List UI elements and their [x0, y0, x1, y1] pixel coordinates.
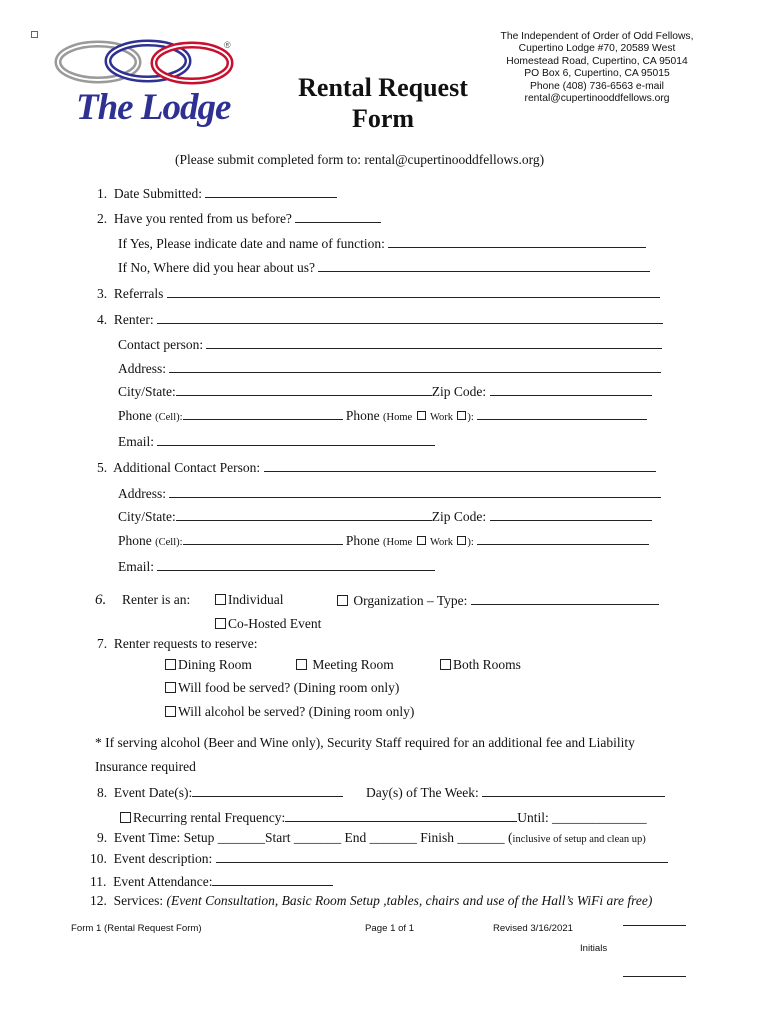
title-line-1: Rental Request — [298, 73, 468, 102]
field-label: Work — [429, 537, 454, 548]
field-label: (Cell): — [155, 537, 183, 548]
q1-date-submitted — [97, 185, 337, 202]
page-number: Page 1 of 1 — [365, 923, 415, 934]
item-number: 5. — [97, 460, 108, 475]
work-checkbox[interactable] — [457, 536, 466, 545]
q4-renter — [97, 311, 663, 328]
field-label: Email: — [118, 559, 154, 574]
renter-city-field[interactable] — [176, 383, 432, 396]
dining-room-option[interactable] — [165, 657, 252, 673]
field-label: Address: — [118, 486, 166, 501]
field-label: (Home — [383, 412, 413, 423]
recurring-checkbox[interactable] — [120, 812, 131, 823]
logo-text: The Lodge — [76, 87, 231, 128]
home-checkbox[interactable] — [417, 536, 426, 545]
field-label: ): — [467, 537, 474, 548]
q9-event-time — [97, 830, 646, 848]
option-label: Meeting Room — [312, 657, 394, 672]
rented-before-field[interactable] — [295, 210, 381, 223]
renter-address-field[interactable] — [169, 360, 661, 373]
item-number: 9. — [97, 830, 108, 845]
co-hosted-option[interactable] — [215, 616, 321, 632]
renter-field[interactable] — [157, 311, 663, 324]
q4-phones — [118, 407, 647, 426]
field-label: If No, Where did you hear about us? — [118, 260, 315, 275]
q8-event-dates — [97, 784, 677, 802]
q8-right — [366, 784, 665, 801]
field-label: If Yes, Please indicate date and name of function: — [118, 236, 385, 251]
option-label: Organization – Type: — [353, 593, 468, 608]
org-line: PO Box 6, Cupertino, CA 95015 — [524, 68, 670, 80]
field-label: Date Submitted: — [113, 186, 202, 201]
field-label: Event description: — [113, 851, 213, 866]
additional-contact-field[interactable] — [264, 459, 656, 472]
page-title — [283, 72, 483, 134]
item-number: 6. — [95, 592, 107, 608]
q5-email — [118, 558, 435, 575]
field-label: (Cell): — [155, 412, 183, 423]
q4-address — [118, 360, 661, 377]
q5-additional-contact — [97, 459, 656, 476]
q12-services — [90, 893, 652, 909]
organization-option[interactable] — [337, 592, 659, 609]
q5-city-zip — [118, 508, 652, 525]
field-label: Renter requests to reserve: — [113, 636, 258, 651]
event-description-field[interactable] — [216, 850, 668, 863]
field-label: Event Attendance: — [113, 874, 213, 889]
field-label: Phone — [118, 408, 152, 423]
org-line: Phone (408) 736-6563 e-mail — [530, 80, 664, 92]
organization-type-field[interactable] — [471, 592, 659, 605]
additional-cell-phone-field[interactable] — [183, 532, 343, 545]
field-label: ( — [508, 830, 513, 845]
org-line: rental@cupertinooddfellows.org — [524, 93, 670, 105]
field-label: Referrals — [113, 286, 164, 301]
org-line: The Independent of Order of Odd Fellows, — [500, 31, 694, 42]
meeting-room-option[interactable] — [296, 657, 394, 673]
three-links-icon — [52, 36, 242, 92]
meeting-room-checkbox[interactable] — [296, 659, 307, 670]
alcohol-option[interactable] — [165, 704, 414, 720]
alcohol-note-line-1: * If serving alcohol (Beer and Wine only), Security Staff required for an additional fee and Liability — [95, 735, 635, 750]
item-number: 7. — [97, 636, 108, 651]
work-checkbox[interactable] — [457, 411, 466, 420]
item-number: 12. — [90, 893, 107, 908]
q4-contact-person — [118, 336, 662, 353]
additional-other-phone-field[interactable] — [477, 532, 649, 545]
q8-left — [97, 784, 343, 801]
submit-note: (Please submit completed form to: rental@cupertinooddfellows.org) — [175, 152, 545, 167]
option-label: Both Rooms — [453, 657, 521, 672]
additional-zip-field[interactable] — [490, 508, 652, 521]
initials-line-bottom[interactable] — [623, 976, 686, 977]
option-label: Individual — [228, 592, 284, 607]
referrals-field[interactable] — [167, 285, 660, 298]
field-label: Work — [429, 412, 454, 423]
field-label: Phone — [345, 408, 380, 423]
initials-label: Initials — [580, 943, 608, 954]
field-label: Zip Code: — [431, 509, 487, 524]
dining-room-checkbox[interactable] — [165, 659, 176, 670]
food-checkbox[interactable] — [165, 682, 176, 693]
renter-cell-phone-field[interactable] — [183, 407, 343, 420]
field-label: (Home — [383, 537, 413, 548]
renter-zip-field[interactable] — [490, 383, 652, 396]
item-number: 3. — [97, 286, 108, 301]
org-line: Cupertino Lodge #70, 20589 West — [518, 43, 676, 55]
co-hosted-checkbox[interactable] — [215, 618, 226, 629]
home-checkbox[interactable] — [417, 411, 426, 420]
until-field[interactable]: Until: ______________ — [517, 810, 647, 825]
option-label: Dining Room — [178, 657, 252, 672]
event-time-fields[interactable]: Event Time: Setup _______Start _______ End _______ Finish _______ — [113, 830, 505, 845]
alcohol-note-line-2: Insurance required — [95, 759, 196, 774]
q6-renter-type — [95, 592, 675, 610]
additional-address-field[interactable] — [169, 485, 661, 498]
form-id: Form 1 (Rental Request Form) — [71, 923, 202, 934]
services-note: (Event Consultation, Basic Room Setup ,tables, chairs and use of the Hall’s WiFi are free) — [166, 893, 653, 908]
both-rooms-checkbox[interactable] — [440, 659, 451, 670]
field-label: Services: — [113, 893, 164, 908]
individual-option[interactable] — [215, 592, 284, 608]
option-label: Co-Hosted Event — [228, 616, 322, 631]
option-label: Recurring rental Frequency: — [133, 810, 286, 825]
individual-checkbox[interactable] — [215, 594, 226, 605]
previous-function-field[interactable] — [388, 235, 646, 248]
q2-if-yes — [118, 235, 646, 252]
item-number: 10. — [90, 851, 107, 866]
field-label: Zip Code: — [431, 384, 487, 399]
both-rooms-option[interactable] — [440, 657, 521, 673]
field-label: Have you rented from us before? — [113, 211, 292, 226]
field-label: Event Date(s): — [113, 785, 193, 800]
field-label: ): — [467, 412, 474, 423]
q2-rented-before — [97, 210, 381, 227]
org-line: Homestead Road, Cupertino, CA 95014 — [506, 55, 688, 67]
date-submitted-field[interactable] — [205, 185, 337, 198]
q10-description — [90, 850, 668, 867]
renter-other-phone-field[interactable] — [477, 407, 647, 420]
q5-address — [118, 485, 661, 502]
registered-mark: ® — [224, 40, 231, 50]
field-label: Email: — [118, 434, 154, 449]
item-number: 1. — [97, 186, 108, 201]
field-label: City/State: — [118, 384, 176, 399]
lodge-logo — [52, 36, 242, 128]
recurring-option — [120, 809, 647, 826]
hear-about-us-field[interactable] — [318, 259, 650, 272]
field-label: City/State: — [118, 509, 176, 524]
field-label: Phone — [345, 533, 380, 548]
title-line-2: Form — [351, 104, 415, 133]
option-label: Will alcohol be served? (Dining room only) — [178, 704, 415, 719]
q4-city-zip — [118, 383, 652, 400]
initials-line-top[interactable] — [623, 925, 686, 926]
event-dates-field[interactable] — [192, 784, 343, 797]
days-of-week-field[interactable] — [482, 784, 665, 797]
frequency-field[interactable] — [285, 809, 517, 822]
q4-email — [118, 433, 435, 450]
additional-email-field[interactable] — [157, 558, 435, 571]
q3-referrals — [97, 285, 660, 302]
field-label: Address: — [118, 361, 166, 376]
attendance-field[interactable] — [212, 873, 333, 886]
item-number: 8. — [97, 785, 108, 800]
field-label: Contact person: — [118, 337, 204, 352]
item-number: 2. — [97, 211, 108, 226]
additional-city-field[interactable] — [176, 508, 432, 521]
q7-rooms — [165, 657, 565, 675]
q11-attendance — [90, 873, 333, 890]
field-label: Renter is an: — [122, 592, 191, 607]
q5-phones — [118, 532, 649, 551]
item-number: 11. — [90, 874, 107, 889]
field-label: Phone — [118, 533, 152, 548]
field-label: Renter: — [113, 312, 154, 327]
field-label: Additional Contact Person: — [113, 460, 261, 475]
contact-person-field[interactable] — [206, 336, 662, 349]
item-number: 4. — [97, 312, 108, 327]
corner-box — [31, 31, 38, 38]
q2-if-no — [118, 259, 650, 276]
alcohol-checkbox[interactable] — [165, 706, 176, 717]
org-address — [492, 31, 702, 105]
renter-email-field[interactable] — [157, 433, 435, 446]
field-label: inclusive of setup and clean up) — [512, 834, 646, 845]
q7-reserve — [97, 636, 257, 652]
organization-checkbox[interactable] — [337, 595, 348, 606]
field-label: Day(s) of The Week: — [366, 785, 479, 800]
revised-date: Revised 3/16/2021 — [493, 923, 574, 934]
food-option[interactable] — [165, 680, 399, 696]
option-label: Will food be served? (Dining room only) — [178, 680, 400, 695]
